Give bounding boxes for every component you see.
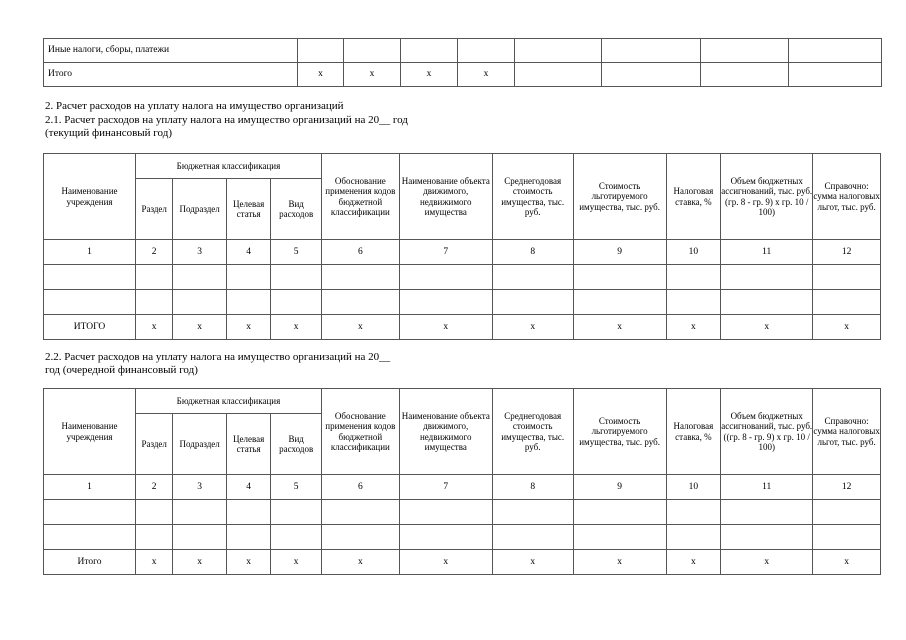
- table-cell: [515, 63, 602, 87]
- column-number: 2: [135, 475, 172, 500]
- column-header: Объем бюджетных ассигнований, тыс. руб. ((гр. 8 - гр. 9) x гр. 10 / 100): [721, 389, 813, 475]
- row-label: Иные налоги, сборы, платежи: [44, 39, 298, 63]
- row-label: Итого: [44, 63, 298, 87]
- table-cell: [789, 39, 882, 63]
- table-cell: x: [271, 315, 322, 340]
- table-cell: x: [271, 550, 322, 575]
- column-header: Наименование учреждения: [44, 154, 136, 240]
- table-cell: [602, 63, 701, 87]
- table-cell: x: [813, 315, 881, 340]
- column-number: 2: [135, 240, 172, 265]
- section-title: 2. Расчет расходов на уплату налога на имущество организаций: [45, 100, 344, 112]
- column-number: 6: [321, 475, 399, 500]
- column-number: 8: [492, 475, 573, 500]
- subsection-subtitle: год (очередной финансовый год): [45, 364, 198, 376]
- table-cell: x: [135, 550, 172, 575]
- table-cell: x: [573, 550, 666, 575]
- column-number: 7: [399, 240, 492, 265]
- column-header: Вид расходов: [271, 179, 322, 240]
- table-row: [44, 63, 882, 87]
- column-header: Налоговая ставка, %: [666, 154, 721, 240]
- table-cell: x: [721, 550, 813, 575]
- total-label: Итого: [44, 550, 136, 575]
- column-header: Налоговая ставка, %: [666, 389, 721, 475]
- table-cell: [344, 39, 401, 63]
- column-number: 1: [44, 475, 136, 500]
- column-header: Обоснование применения кодов бюджетной классификации: [321, 154, 399, 240]
- column-number: 9: [573, 240, 666, 265]
- total-row: [44, 315, 881, 340]
- table-row: [44, 525, 881, 550]
- property-tax-table-next: [43, 388, 881, 575]
- column-header: Раздел: [135, 179, 172, 240]
- column-number: 4: [226, 475, 270, 500]
- column-header: Раздел: [135, 414, 172, 475]
- subsection-title: 2.2. Расчет расходов на уплату налога на имуществo организаций на 20__: [45, 351, 391, 363]
- column-number: 12: [813, 240, 881, 265]
- column-header: Справочно: сумма налоговых льгот, тыс. руб.: [813, 154, 881, 240]
- column-number: 10: [666, 475, 721, 500]
- table-cell: [602, 39, 701, 63]
- subsection-title: 2.1. Расчет расходов на уплату налога на имущество организаций на 20__ год: [45, 114, 408, 126]
- table-cell: x: [401, 63, 458, 87]
- table-cell: x: [666, 315, 721, 340]
- column-header: Наименование объекта движимого, недвижимого имущества: [399, 154, 492, 240]
- table-row: [44, 265, 881, 290]
- subsection-subtitle: (текущий финансовый год): [45, 127, 172, 139]
- table-cell: x: [344, 63, 401, 87]
- column-header: Стоимость льготируемого имущества, тыс. руб.: [573, 154, 666, 240]
- column-header: Бюджетная классификация: [135, 154, 321, 179]
- column-number: 1: [44, 240, 136, 265]
- table-header-row: [44, 154, 881, 179]
- column-header: Наименование объекта движимого, недвижимого имущества: [399, 389, 492, 475]
- table-cell: x: [173, 315, 227, 340]
- column-number: 3: [173, 475, 227, 500]
- column-number: 7: [399, 475, 492, 500]
- table-cell: x: [492, 550, 573, 575]
- table-cell: x: [458, 63, 515, 87]
- table-cell: x: [321, 550, 399, 575]
- column-number: 4: [226, 240, 270, 265]
- column-number: 12: [813, 475, 881, 500]
- column-number: 3: [173, 240, 227, 265]
- column-header: Вид расходов: [271, 414, 322, 475]
- column-header: Обоснование применения кодов бюджетной классификации: [321, 389, 399, 475]
- table-cell: [701, 39, 789, 63]
- table-cell: [298, 39, 344, 63]
- table-cell: x: [399, 550, 492, 575]
- table-row: [44, 290, 881, 315]
- table-cell: x: [173, 550, 227, 575]
- column-header: Бюджетная классификация: [135, 389, 321, 414]
- table-cell: x: [492, 315, 573, 340]
- table-cell: x: [298, 63, 344, 87]
- column-header: Целевая статья: [226, 179, 270, 240]
- table-row: [44, 500, 881, 525]
- table-cell: x: [666, 550, 721, 575]
- column-number: 9: [573, 475, 666, 500]
- table-cell: x: [321, 315, 399, 340]
- table-cell: x: [399, 315, 492, 340]
- column-header: Среднегодовая стоимость имущества, тыс. руб.: [492, 389, 573, 475]
- table-cell: x: [226, 315, 270, 340]
- total-label: ИТОГО: [44, 315, 136, 340]
- table-cell: x: [813, 550, 881, 575]
- column-number: 10: [666, 240, 721, 265]
- table-cell: [458, 39, 515, 63]
- column-number: 8: [492, 240, 573, 265]
- table-cell: [789, 63, 882, 87]
- column-number: 5: [271, 475, 322, 500]
- column-header: Целевая статья: [226, 414, 270, 475]
- top-summary-table: [43, 38, 882, 87]
- table-cell: [401, 39, 458, 63]
- table-header-row: [44, 389, 881, 414]
- column-header: Подраздел: [173, 414, 227, 475]
- table-cell: x: [226, 550, 270, 575]
- column-header: Среднегодовая стоимость имущества, тыс. руб.: [492, 154, 573, 240]
- column-number-row: [44, 240, 881, 265]
- table-cell: x: [721, 315, 813, 340]
- total-row: [44, 550, 881, 575]
- column-header: Справочно: сумма налоговых льгот, тыс. руб.: [813, 389, 881, 475]
- column-number: 11: [721, 240, 813, 265]
- property-tax-table-current: [43, 153, 881, 340]
- column-header: Наименование учреждения: [44, 389, 136, 475]
- table-cell: [515, 39, 602, 63]
- table-cell: [701, 63, 789, 87]
- column-header: Подраздел: [173, 179, 227, 240]
- table-cell: x: [573, 315, 666, 340]
- column-number: 6: [321, 240, 399, 265]
- column-header: Объем бюджетных ассигнований, тыс. руб. (гр. 8 - гр. 9) x гр. 10 / 100): [721, 154, 813, 240]
- column-number: 5: [271, 240, 322, 265]
- column-number: 11: [721, 475, 813, 500]
- column-number-row: [44, 475, 881, 500]
- column-header: Стоимость льготируемого имущества, тыс. руб.: [573, 389, 666, 475]
- table-cell: x: [135, 315, 172, 340]
- table-row: [44, 39, 882, 63]
